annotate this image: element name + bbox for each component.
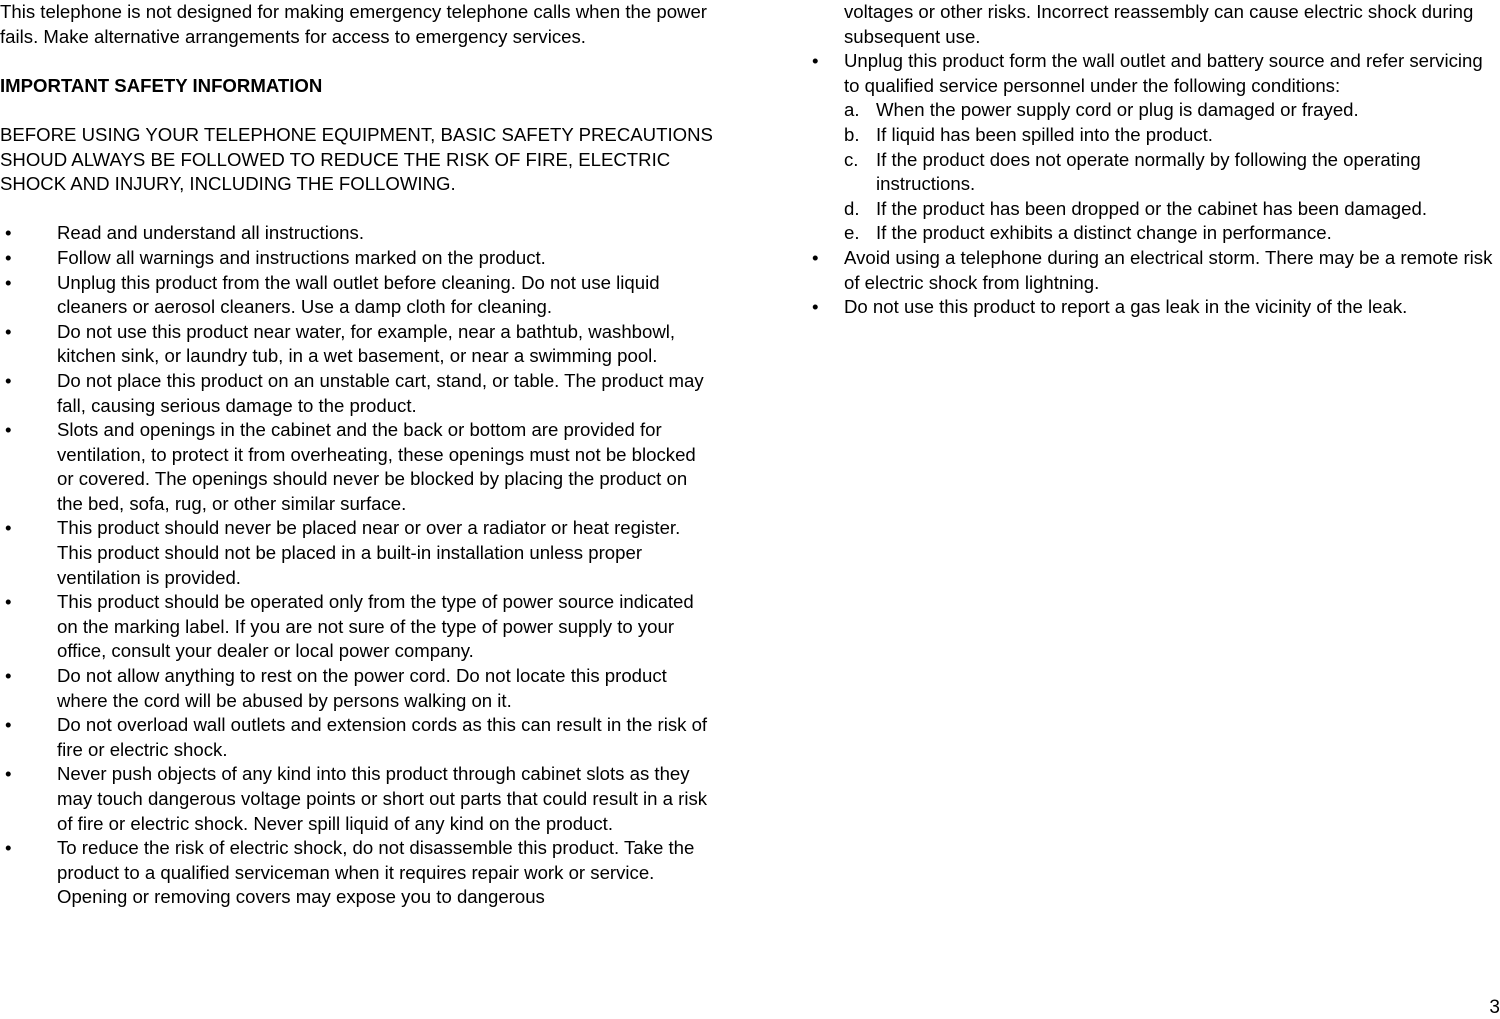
condition-letter: c. bbox=[844, 148, 859, 170]
safety-bullet-list bbox=[0, 221, 715, 910]
list-item-text: Slots and openings in the cabinet and the back or bottom are provided for ventilation, to protect it from overheating, these openings must not be blocked or covered. The openings should never be blocked by placing the product on the bed, sofa, rug, or other similar surface. bbox=[57, 419, 696, 514]
list-item-text: Follow all warnings and instructions marked on the product. bbox=[57, 246, 546, 268]
list-item-text: This product should never be placed near or over a radiator or heat register. This product should not be placed in a built-in installation unless proper ventilation is provided. bbox=[57, 517, 681, 588]
bullet-icon: • bbox=[5, 419, 12, 441]
condition-text: If liquid has been spilled into the product. bbox=[876, 123, 1213, 145]
emergency-notice: This telephone is not designed for making emergency telephone calls when the power fails. Make alternative arrangements for access to emergency services. bbox=[0, 1, 707, 47]
list-item bbox=[0, 516, 715, 590]
list-item-text: Do not use this product near water, for example, near a bathtub, washbowl, kitchen sink, or laundry tub, in a wet basement, or near a swimming pool. bbox=[57, 320, 676, 367]
bullet-icon: • bbox=[5, 665, 12, 687]
list-item bbox=[0, 836, 715, 910]
list-item-text: Unplug this product from the wall outlet before cleaning. Do not use liquid cleaners or aerosol cleaners. Use a damp cloth for cleaning. bbox=[57, 271, 660, 318]
list-item-text: Avoid using a telephone during an electrical storm. There may be a remote risk of electric shock from lightning. bbox=[844, 246, 1493, 293]
right-bullet-list bbox=[812, 49, 1500, 320]
right-column bbox=[812, 0, 1500, 320]
list-item bbox=[0, 246, 715, 271]
bullet-icon: • bbox=[5, 837, 12, 859]
bullet-icon: • bbox=[5, 763, 12, 785]
bullet-icon: • bbox=[812, 246, 819, 268]
list-item bbox=[0, 271, 715, 320]
list-item-text: Do not use this product to report a gas leak in the vicinity of the leak. bbox=[844, 296, 1408, 318]
continued-text: voltages or other risks. Incorrect reassembly can cause electric shock during subsequent use. bbox=[844, 1, 1474, 47]
condition-letter: e. bbox=[844, 222, 860, 244]
condition-text: When the power supply cord or plug is damaged or frayed. bbox=[876, 99, 1359, 121]
list-item bbox=[0, 762, 715, 836]
condition-text: If the product exhibits a distinct change in performance. bbox=[876, 222, 1332, 244]
list-item bbox=[812, 246, 1500, 295]
conditions-list bbox=[844, 98, 1500, 246]
list-item bbox=[0, 369, 715, 418]
left-column bbox=[0, 0, 715, 910]
list-item bbox=[0, 590, 715, 664]
bullet-icon: • bbox=[5, 591, 12, 613]
condition-text: If the product has been dropped or the cabinet has been damaged. bbox=[876, 197, 1427, 219]
condition-item bbox=[844, 98, 1500, 123]
bullet-icon: • bbox=[5, 320, 12, 342]
list-item-text: Never push objects of any kind into this product through cabinet slots as they may touch dangerous voltage points or short out parts that could result in a risk of fire or electric shock. Never spill liquid of any kind on the product. bbox=[57, 763, 708, 834]
condition-letter: a. bbox=[844, 99, 860, 121]
list-item-text: Do not allow anything to rest on the power cord. Do not locate this product where the cord will be abused by persons walking on it. bbox=[57, 665, 667, 711]
bullet-icon: • bbox=[5, 246, 12, 268]
list-item-text: Do not overload wall outlets and extension cords as this can result in the risk of fire or electric shock. bbox=[57, 714, 708, 760]
page-number: 3 bbox=[1489, 997, 1500, 1018]
condition-item bbox=[844, 197, 1500, 222]
list-item bbox=[0, 664, 715, 713]
list-item bbox=[0, 418, 715, 516]
bullet-icon: • bbox=[5, 517, 12, 539]
list-item bbox=[812, 49, 1500, 246]
bullet-icon: • bbox=[5, 222, 12, 244]
list-item-text: To reduce the risk of electric shock, do not disassemble this product. Take the product to a qualified serviceman when it requires repair work or service. Opening or removing covers may expose you to dangerous bbox=[57, 837, 695, 908]
list-item-text: Unplug this product form the wall outlet and battery source and refer servicing to qualified service personnel under the following conditions: bbox=[844, 50, 1483, 96]
safety-heading: IMPORTANT SAFETY INFORMATION bbox=[0, 74, 323, 96]
condition-item bbox=[844, 221, 1500, 246]
list-item bbox=[812, 295, 1500, 320]
list-item-text: This product should be operated only from the type of power source indicated on the marking label. If you are not sure of the type of power supply to your office, consult your dealer or local power company. bbox=[57, 591, 694, 662]
condition-item bbox=[844, 148, 1500, 197]
condition-letter: b. bbox=[844, 123, 860, 145]
condition-item bbox=[844, 123, 1500, 148]
condition-letter: d. bbox=[844, 197, 860, 219]
bullet-icon: • bbox=[812, 50, 819, 72]
bullet-icon: • bbox=[5, 271, 12, 293]
condition-text: If the product does not operate normally by following the operating instructions. bbox=[876, 148, 1421, 195]
bullet-icon: • bbox=[812, 296, 819, 318]
list-item bbox=[0, 320, 715, 369]
bullet-icon: • bbox=[5, 714, 12, 736]
list-item bbox=[0, 713, 715, 762]
list-item bbox=[0, 221, 715, 246]
list-item-text: Do not place this product on an unstable cart, stand, or table. The product may fall, causing serious damage to the product. bbox=[57, 369, 704, 416]
precautions-paragraph: BEFORE USING YOUR TELEPHONE EQUIPMENT, BASIC SAFETY PRECAUTIONS SHOUD ALWAYS BE FOLLOWED TO REDUCE THE RISK OF FIRE, ELECTRIC SHOCK AND INJURY, INCLUDING THE FOLLOWING. bbox=[0, 123, 713, 195]
bullet-icon: • bbox=[5, 369, 12, 391]
list-item-text: Read and understand all instructions. bbox=[57, 222, 364, 244]
